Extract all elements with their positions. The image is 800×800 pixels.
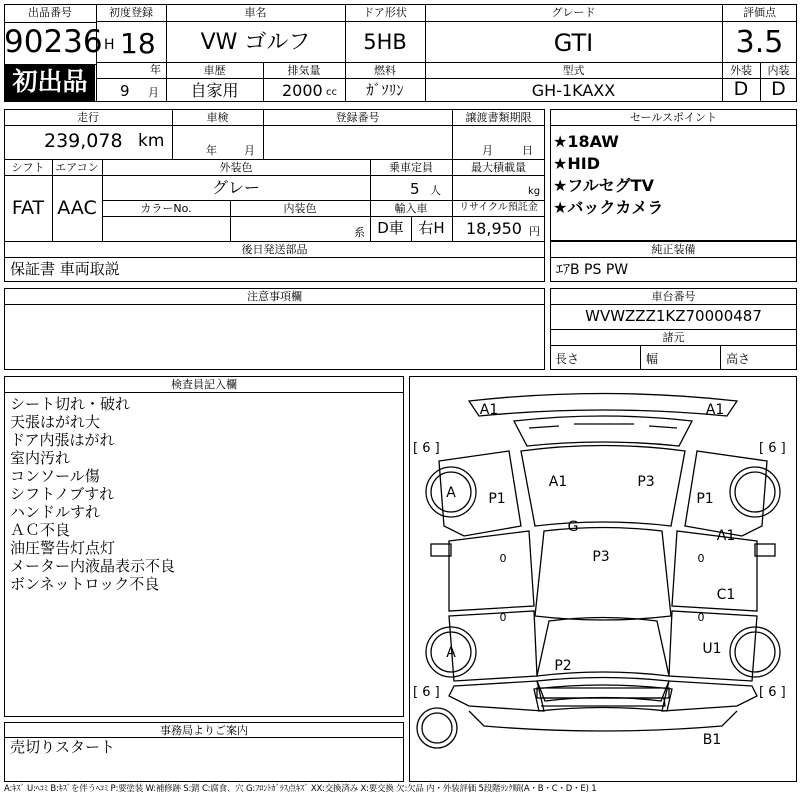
insp-year-unit: 年 [206,144,217,157]
sales-points-list [553,131,663,219]
zone-marker: 0 [697,552,705,565]
color-no-label: カラーNo. [140,202,192,215]
chassis-number: WVWZZZ1KZ70000487 [585,307,762,325]
door-label: ドア形状 [363,6,407,19]
first-listing-text: 初出品 [12,67,88,96]
model-label: 型式 [562,64,585,77]
inspector-item: シート切れ・破れ [10,395,131,413]
inspector-item: ドア内張はがれ [10,431,115,449]
sales-point: ★18AW [553,132,619,151]
mileage-unit: km [138,131,165,151]
tire-front-left: [ 6 ] [413,441,440,456]
int-color-suffix: 系 [354,226,365,239]
grade: GTI [553,29,594,57]
length-label: 長さ [555,352,580,366]
int-color-label: 内装色 [283,202,317,215]
sales-point: ★バックカメラ [553,198,664,217]
notes-label: 注意事項欄 [247,290,302,303]
width-label: 幅 [646,352,659,366]
inspector-label: 検査員記入欄 [171,378,237,391]
sales-point: ★フルセグTV [553,176,655,195]
int-label: 内装 [767,64,790,77]
dims-label: 諸元 [662,331,685,344]
score-label: 評価点 [743,6,776,19]
displacement-unit: cc [326,87,337,98]
roof-damage: G [567,519,579,535]
inspector-item: ハンドルすれ [10,503,101,521]
zone-marker: 0 [499,552,507,565]
insp-month-unit: 月 [244,144,255,157]
sales-points-label: セールスポイント [629,111,717,124]
reg-month: 9 [120,82,130,100]
car-diagram-drawing [409,376,797,782]
chassis-label: 車台番号 [651,290,696,303]
grade-label: グレード [551,6,596,19]
reg-year: 18 [120,27,156,60]
office-label: 事務局よりご案内 [160,724,248,737]
car-name: VW ゴルフ [200,30,311,55]
recycle-label: リサイクル預託金 [459,202,538,213]
inspector-item: コンソール傷 [10,467,100,485]
load-label: 最大積載量 [471,161,526,174]
int-grade: D [771,78,786,100]
ext-label: 外装 [730,64,752,77]
fuel: ｶﾞｿﾘﾝ [366,81,404,99]
left-fender-damage: P1 [488,491,506,507]
equipment-label: 純正装備 [651,243,696,256]
inspector-item: 油圧警告灯点灯 [10,539,116,557]
inspector-item: シフトノブすれ [10,485,115,503]
rear-left-wheel-damage: A [446,645,456,661]
right-quarter-damage: U1 [702,641,722,657]
displacement-label: 排気量 [287,64,321,77]
fuel-label: 燃料 [374,64,396,77]
tire-front-right: [ 6 ] [759,441,786,456]
recycle-fee: 18,950 [466,219,522,238]
right-fender-damage: P1 [696,491,714,507]
door-type: 5HB [363,30,407,54]
tire-rear-left: [ 6 ] [413,685,440,700]
capacity-label: 乗車定員 [389,161,433,174]
recycle-unit: 円 [529,225,540,238]
inspection-label: 車検 [206,111,229,124]
import-label: 輸入車 [394,202,428,215]
transfer-day-unit: 日 [522,144,533,157]
capacity: 5 [410,180,420,198]
zone-marker: 0 [499,611,507,624]
zone-marker: 0 [697,611,705,624]
shift-type: FAT [11,197,45,219]
front-left-wheel-damage: A [446,485,456,501]
roof-rear-damage: P3 [592,549,610,565]
later-parts-label: 後日発送部品 [241,243,308,256]
ext-color: グレー [211,178,260,197]
height-label: 高さ [726,352,751,366]
tire-rear-right: [ 6 ] [759,685,786,700]
ac-type: AAC [57,197,97,219]
car-name-label: 車名 [244,6,267,19]
inspector-item: メーター内液晶表示不良 [10,557,176,575]
handle: 右H [418,219,445,237]
mileage-label: 走行 [77,111,99,124]
inspector-item: ＡＣ不良 [10,521,71,539]
ext-grade: D [733,78,749,100]
hood-right-damage: P3 [637,474,655,490]
later-parts: 保証書 車両取説 [10,260,120,278]
sales-point: ★HID [553,154,600,173]
model-code: GH-1KAXX [531,81,616,100]
transfer-month-unit: 月 [482,144,493,157]
equipment-value: ｴｱB PS PW [556,262,629,278]
era: H [104,37,115,53]
inspector-item: 室内汚れ [10,449,71,467]
drive: D車 [377,219,404,237]
capacity-unit: 人 [430,184,441,197]
reg-number-label: 登録番号 [335,111,380,124]
transfer-label: 譲渡書類期限 [465,111,532,124]
year-unit: 年 [150,63,161,76]
first-reg-label: 初度登録 [109,6,153,19]
ac-label: エアコン [55,161,99,174]
ext-color-label: 外装色 [219,161,253,174]
score: 3.5 [735,25,784,60]
lot-label: 出品番号 [28,6,72,19]
history-label: 車歴 [203,64,226,77]
rear-damage: B1 [702,732,722,748]
shift-label: シフト [11,161,45,174]
legend: A:ｷｽﾞ U:ﾍｺﾐ B:ｷｽﾞを伴うﾍｺﾐ P:要塗装 W:補修跡 S:錆 C:腐食、穴 G:ﾌﾛﾝﾄｶﾞﾗｽ点ｷｽﾞ XX:交換済み X:要交換 欠:欠品 内・外装評価 5段階ﾗﾝｸ順(A・B・C・D・E) 1 [4,784,597,794]
inspector-item: 天張はがれ大 [10,413,101,431]
inspector-item: ボンネットロック不良 [10,575,160,593]
right-rear-door-damage: C1 [716,587,736,603]
month-unit: 月 [148,86,159,99]
load-unit: kg [528,186,541,197]
mileage: 239,078 [44,130,123,152]
lot-number: 90236 [4,24,103,60]
trunk-damage: P2 [554,658,572,674]
history: 自家用 [190,81,239,100]
inspector-list [10,395,175,593]
right-front-door-damage: A1 [716,528,736,544]
displacement: 2000 [282,81,323,100]
hood-left-damage: A1 [548,474,568,490]
office-note: 売切りスタート [10,738,116,756]
front-right-damage: A1 [705,402,725,418]
front-left-damage: A1 [479,402,499,418]
